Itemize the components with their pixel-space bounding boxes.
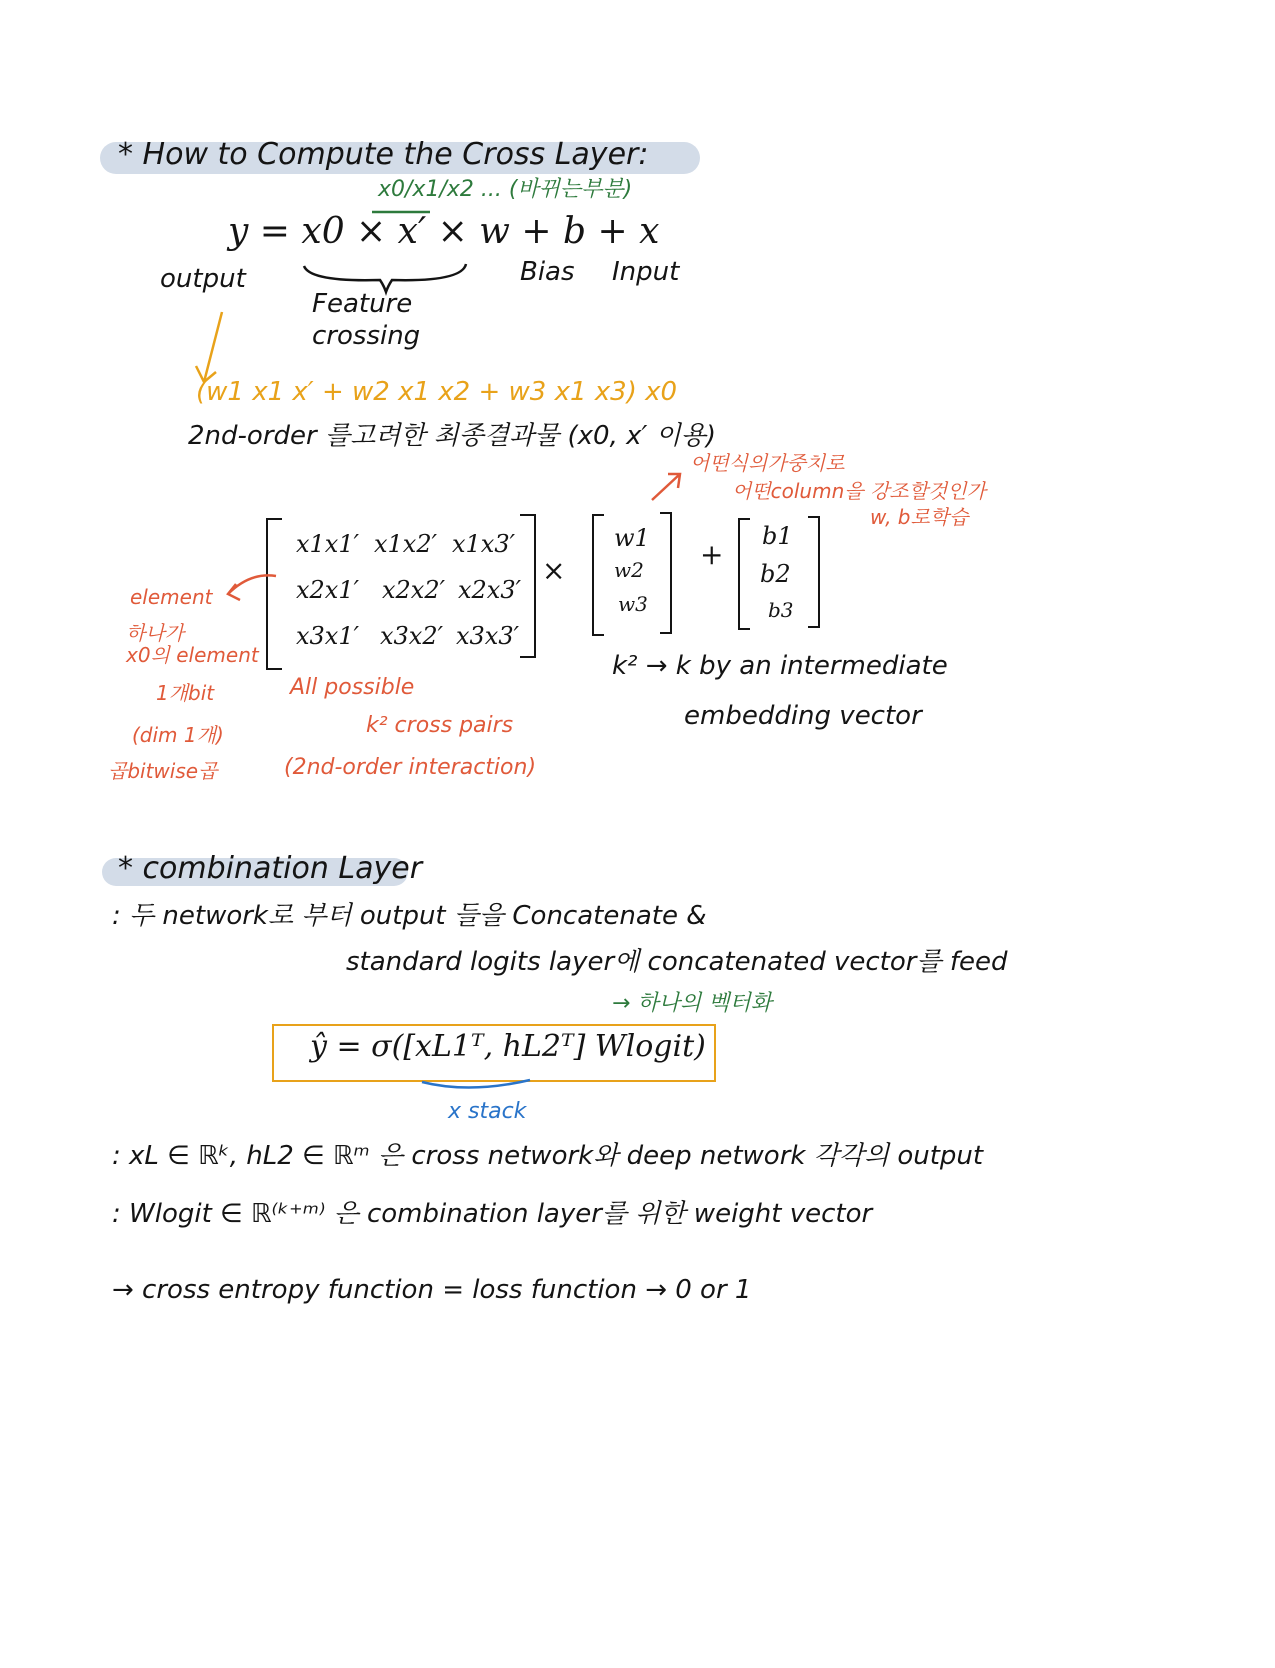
vectorize-note: → 하나의 벡터화 [612,991,772,1016]
b-right-bracket [808,516,820,628]
matrix-cell: x1x2′ [374,530,438,558]
b-left-bracket [738,518,750,630]
matrix-cell: x1x1′ [296,530,360,558]
matrix-cell: x1x3′ [452,530,516,558]
combination-line-5: → cross entropy function = loss function → 0 or 1 [112,1275,752,1305]
element-note-1: element [130,585,213,609]
k2-cross-pairs-note: k² cross pairs [366,713,514,738]
b-vector-item: b1 [762,522,793,550]
b-vector-item: b3 [768,598,794,622]
times-sign: × [542,554,566,587]
matrix-right-bracket [520,514,536,658]
all-possible-note: All possible [290,675,415,700]
embedding-vector-note: embedding vector [684,701,922,731]
element-note-2: 하나가 [126,621,184,645]
combination-line-1: : 두 network로 부터 output 들을 Concatenate & [112,901,707,931]
w-left-bracket [592,514,604,636]
second-order-interaction-note: (2nd-order interaction) [284,755,537,780]
matrix-cell: x3x2′ [380,622,444,650]
red-note-column: 어떤column을 강조할것인가 [732,479,986,503]
w-vector-item: w3 [618,592,648,616]
element-note-6: 곱bitwise곱 [108,759,218,783]
label-crossing: crossing [312,321,421,351]
note-changing-part: x0/x1/x2 ... (바뀌는부분) [378,177,633,202]
second-order-note: 2nd-order 를고려한 최종결과물 (x0, x′ 이용) [188,421,717,451]
red-note-weight: 어떤식의가중치로 [690,451,845,475]
feature-brace [304,264,466,292]
matrix-left-bracket [266,518,282,670]
w-vector-item: w2 [614,558,644,582]
matrix-cell: x2x1′ [296,576,360,604]
heading-cross-layer: * How to Compute the Cross Layer: [118,137,649,172]
b-vector-item: b2 [760,560,791,588]
label-bias: Bias [520,257,575,287]
k2-to-k-note: k² → k by an intermediate [612,651,948,681]
element-note-4: 1개bit [156,681,215,705]
label-input: Input [612,257,680,287]
output-arrow [196,312,222,382]
combination-line-3: : xL ∈ ℝᵏ, hL2 ∈ ℝᵐ 은 cross network와 deep network 각각의 output [112,1141,984,1171]
w-vector-item: w1 [614,524,650,552]
label-output: output [160,264,246,294]
element-note-3: x0의 element [126,643,259,667]
x-stack-note: x stack [448,1099,527,1124]
w-right-bracket [660,512,672,634]
element-note-5: (dim 1개) [132,723,224,747]
plus-sign: + [700,538,724,571]
red-note-learn: w, b로학습 [870,505,969,529]
matrix-cell: x3x1′ [296,622,360,650]
heading-combination-layer: * combination Layer [118,851,423,886]
matrix-cell: x2x2′ [382,576,446,604]
expansion-formula: (w1 x1 x′ + w2 x1 x2 + w3 x1 x3) x0 [196,377,678,407]
combination-formula: ŷ = σ([xL1ᵀ, hL2ᵀ] Wlogit) [310,1029,706,1064]
combination-line-4: : Wlogit ∈ ℝ⁽ᵏ⁺ᵐ⁾ 은 combination layer를 위한 weight vector [112,1199,873,1229]
matrix-cell: x3x3′ [456,622,520,650]
cross-layer-equation: y = x0 × x′ × w + b + x [228,211,660,252]
matrix-cell: x2x3′ [458,576,522,604]
red-arrow [652,474,680,500]
label-feature: Feature [312,289,413,319]
combination-line-2: standard logits layer에 concatenated vector를 feed [346,947,1008,977]
